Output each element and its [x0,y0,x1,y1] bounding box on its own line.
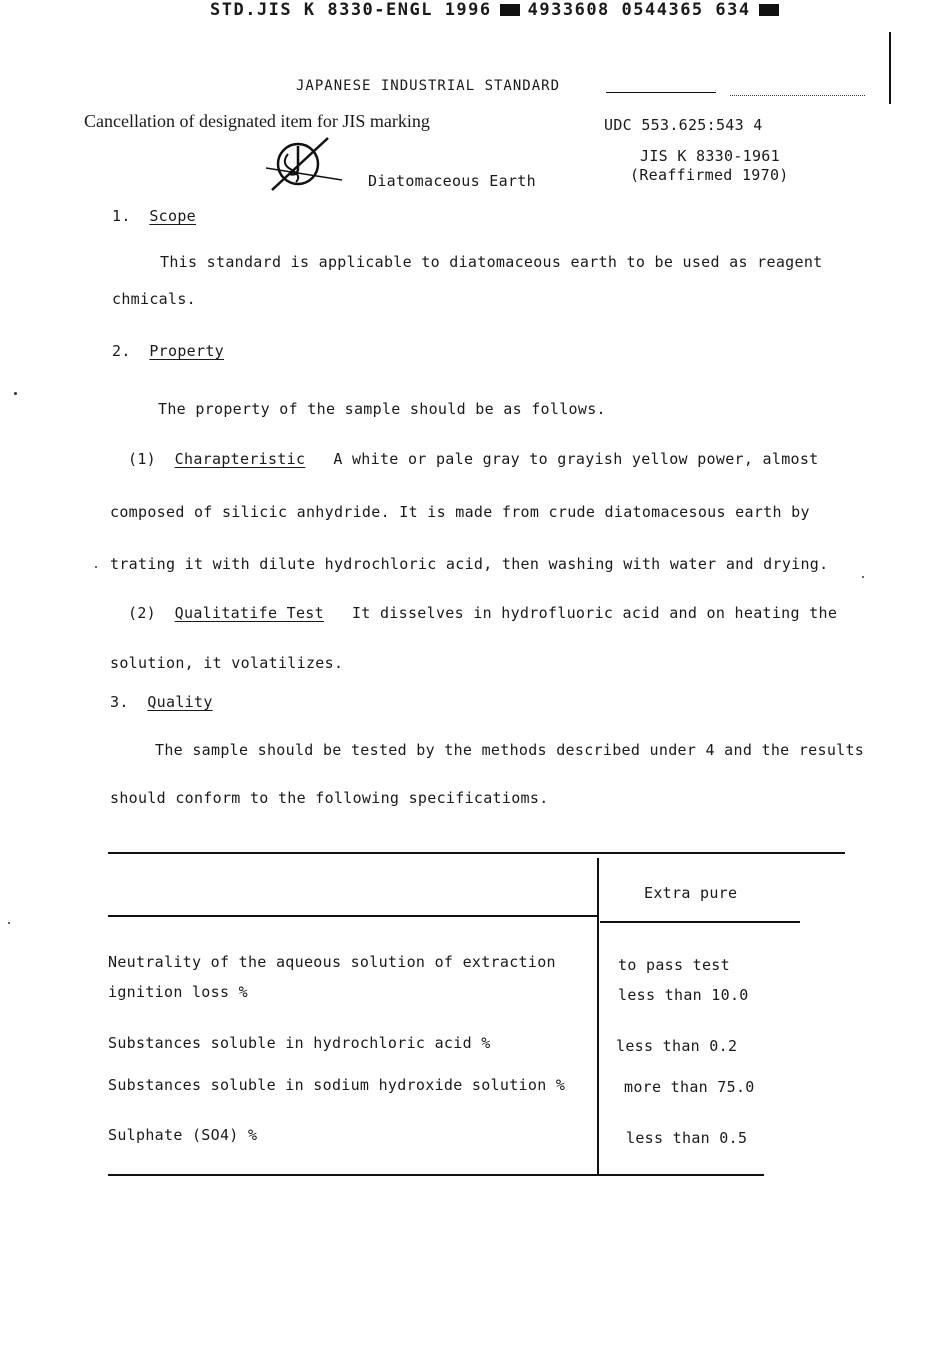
table-row-value: less than 0.5 [626,1129,748,1147]
table-column-divider [597,858,599,1176]
header-rule [730,95,865,96]
scan-speck [95,566,97,568]
item-label: (1) [128,450,156,468]
margin-line [889,32,891,104]
quality-text-line: should conform to the following specificatioms. [110,789,549,807]
scan-speck [8,922,10,924]
table-top-rule [108,852,845,854]
jis-number: JIS K 8330-1961 [640,147,780,165]
table-column-header: Extra pure [644,884,738,902]
section-title: Quality [147,693,213,711]
document-title: Diatomaceous Earth [368,172,536,190]
item-label: (2) [128,604,156,622]
jis-mark-icon [262,132,344,196]
stamp-serial: 4933608 0544365 634 [527,0,751,20]
section-number: 1. [112,207,131,225]
stamp-block-mark [759,4,779,16]
section-title: Scope [149,207,196,225]
cancellation-note: Cancellation of designated item for JIS marking [84,111,430,131]
table-row-item: Substances soluble in sodium hydroxide solution % [108,1076,566,1094]
scope-text-line: chmicals. [112,290,196,308]
stamp-standard-id: STD.JIS K 8330-ENGL 1996 [210,0,492,20]
section-scope-heading [112,207,196,225]
header-rule [606,92,716,93]
table-row-item: Substances soluble in hydrochloric acid % [108,1034,491,1052]
table-row-value: less than 10.0 [618,986,749,1004]
scan-speck [862,576,864,578]
item-heading: Charapteristic [174,450,306,468]
document-stamp [210,0,787,20]
table-row-item: Sulphate (SO4) % [108,1126,258,1144]
section-number: 3. [110,693,129,711]
property-text-line: trating it with dilute hydrochloric acid, then washing with water and drying. [110,555,829,573]
item-text: It disselves in hydrofluoric acid and on heating the [351,604,838,622]
property-text-line: composed of silicic anhydride. It is made from crude diatomacesous earth by [110,503,810,521]
property-text-line: solution, it volatilizes. [110,654,344,672]
table-row-item: ignition loss % [108,983,248,1001]
table-row-value: more than 75.0 [624,1078,755,1096]
section-property-heading [112,342,224,360]
table-row-value: less than 0.2 [616,1037,738,1055]
scan-speck [14,392,17,395]
section-number: 2. [112,342,131,360]
table-row-item: Neutrality of the aqueous solution of extraction [108,953,556,971]
quality-text-line: The sample should be tested by the methods described under 4 and the results [155,741,865,759]
standard-org: JAPANESE INDUSTRIAL STANDARD [296,78,561,94]
reaffirmed-note: (Reaffirmed 1970) [630,166,789,184]
stamp-block-mark [500,4,520,16]
property-item-2 [128,604,837,622]
scope-text-line: This standard is applicable to diatomaceous earth to be used as reagent [160,253,823,271]
table-row-value: to pass test [618,956,730,974]
table-header-rule [108,915,597,917]
table-header-rule [600,921,800,923]
section-quality-heading [110,693,213,711]
udc-number: UDC 553.625:543 4 [604,116,763,134]
section-title: Property [149,342,224,360]
property-intro: The property of the sample should be as follows. [158,400,606,418]
item-text: A white or pale gray to grayish yellow power, almost [333,450,819,468]
property-item-1 [128,450,819,468]
table-bottom-rule [108,1174,764,1176]
item-heading: Qualitatife Test [174,604,324,622]
